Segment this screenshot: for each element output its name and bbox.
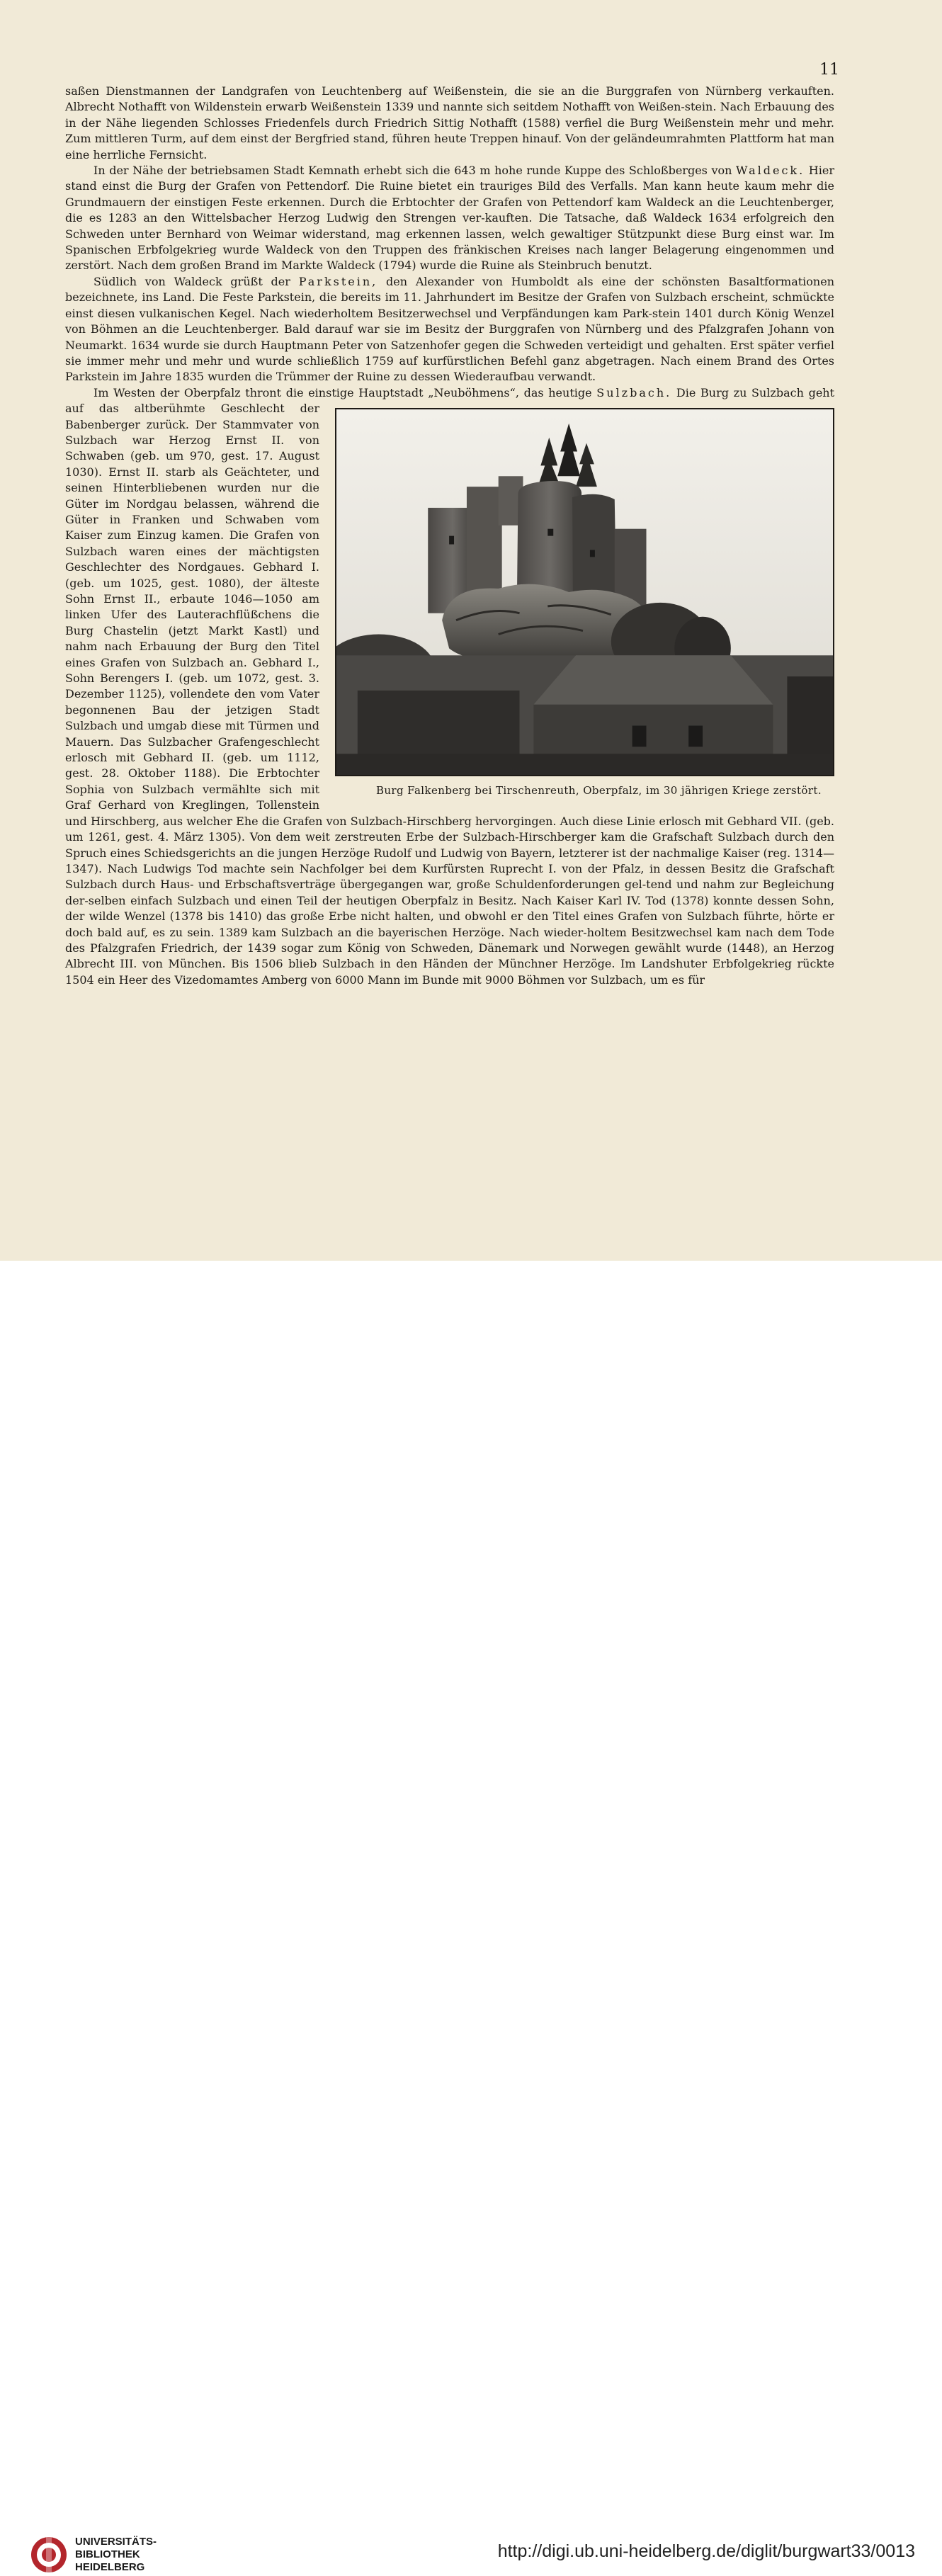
paragraph-waldeck bbox=[65, 163, 834, 274]
paragraph-sulzbach-text: Die Burg zu Sulzbach geht auf das altberühmte Geschlecht der Babenberger zurück. Der Stammvater von Sulzbach war Herzog Ernst II. von Schwaben (geb. um 970, gest. 17. August 1030). Ernst II. starb als Geächteter, und seinen Hinterbliebenen wurden nur die Güter im Nordgau belassen, während die Güter in Franken und Schwaben vom Kaiser zum Einzug kamen. Die Grafen von Sulzbach waren eines der mächtigsten Geschlechter des Nordgaues. Gebhard I. (geb. um 1025, gest. 1080), der älteste Sohn Ernst II., erbaute 1046—1050 am linken Ufer des Lauterachflüßchens die Burg Chastelin (jetzt Markt Kastl) und nahm nach Erbauung der Burg den Titel eines Grafen von Sulzbach an. Gebhard I., Sohn Berengers I. (geb. um 1072, gest. 3. Dezember 1125), vollendete den vom Vater begonnenen Bau der jetzigen Stadt Sulzbach und umgab diese mit Türmen und Mauern. Das Sulzbacher Grafengeschlecht erlosch mit Gebhard II. (geb. um 1112, gest. 28. Oktober 1188). Die Erbtochter Sophia von Sulzbach vermählte sich mit Graf Gerhard von Kreglingen, Tollenstein und Hirschberg, aus welcher Ehe die Grafen von Sulzbach-Hirschberg hervorgingen. Auch diese Linie erlosch mit Gebhard VII. (geb. um 1261, gest. 4. März 1305). Von dem weit zerstreuten Erbe der Sulzbach-Hirschberger kam die Grafschaft Sulzbach durch den Spruch eines Schiedsgerichts an die jungen Herzöge Rudolf und Ludwig von Bayern, letzterer ist der nachmalige Kaiser (reg. 1314—1347). Nach Ludwigs Tod machte sein Nachfolger bei dem Kurfürsten Ruprecht I. von der Pfalz, in dessen Besitz die Grafschaft Sulzbach durch Haus- und Erbschaftsverträge übergegangen war, große Schuldenforderungen gel-tend und nahm zur Begleichung der-selben einfach Sulzbach und einen Teil der heutigen Oberpfalz in Besitz. Nach Kaiser Karl IV. Tod (1378) konnte dessen Sohn, der wilde Wenzel (1378 bis 1410) das große Erbe nicht halten, und obwohl er den Titel eines Grafen von Sulzbach führte, hörte er doch bald auf, es zu sein. 1389 kam Sulzbach an die bayerischen Herzöge. Nach wieder-holtem Besitzwechsel kam nach dem Tode des Pfalzgrafen Friedrich, der 1439 sogar zum König von Schweden, Dänemark und Norwegen gewählt wurde (1448), an Herzog Albrecht III. von München. Bis 1506 blieb Sulzbach in den Händen der Münchner Herzöge. Im Landshuter Erbfolgekrieg rückte 1504 ein Heer des Vizedomamtes Amberg von 6000 Mann im Bunde mit 9000 Böhmen vor Sulzbach, um es für bbox=[65, 385, 835, 987]
source-url-link[interactable]: http://digi.ub.uni-heidelberg.de/diglit/burgwart33/0013 bbox=[497, 2541, 915, 2561]
library-name-line3: HEIDELBERG bbox=[75, 2561, 145, 2573]
castle-falkenberg-image bbox=[336, 409, 833, 775]
paragraph-parkstein-text: den Alexander von Humboldt als eine der schönsten Basaltformationen bezeichnete, ins Land. Die Feste Parkstein, die bereits im 11. Jahrhundert im Besitze der Grafen von Sulzbach erscheint, schmückte einst diesen vulkanischen Kegel. Nach wiederholtem Besitzerwechsel und Verpfändungen kam Park-stein 1401 durch König Wenzel von Böhmen an die Leuchtenberger. Bald darauf war sie im Besitz der Burggrafen von Nürnberg und des Pfalzgrafen Johann von Neumarkt. 1634 wurde sie durch Hauptmann Peter von Satzenhofer gegen die Schweden verteidigt und gehalten. Erst später verfiel sie immer mehr und mehr und wurde schließlich 1759 auf kurfürstlichen Befehl ganz abgetragen. Nach einem Brand des Ortes Parkstein im Jahre 1835 wurden die Trümmer der Ruine zu dessen Wiederaufbau verwandt. bbox=[65, 274, 835, 384]
footer-bar bbox=[0, 1261, 942, 2573]
paragraph-waldeck-intro: In der Nähe der betriebsamen Stadt Kemnath erhebt sich die 643 m hohe runde Kuppe des Schloßberges von bbox=[93, 164, 732, 178]
figure-caption: Burg Falkenberg bei Tirschenreuth, Oberpfalz, im 30 jährigen Kriege zerstört. bbox=[375, 784, 822, 798]
library-name-line1: UNIVERSITÄTS- bbox=[75, 2536, 157, 2548]
library-logo-text bbox=[75, 2536, 157, 2574]
paragraph-parkstein-intro: Südlich von Waldeck grüßt der bbox=[93, 274, 290, 288]
castle-photo bbox=[335, 408, 834, 776]
article-body bbox=[65, 84, 834, 988]
paragraph-sulzbach-intro: Im Westen der Oberpfalz thront die einstige Hauptstadt „Neuböhmens“, das heutige bbox=[93, 385, 592, 399]
paragraph-sulzbach bbox=[65, 385, 834, 988]
paragraph-waldeck-text: Hier stand einst die Burg der Grafen von Pettendorf. Die Ruine bietet ein trauriges Bild des Verfalls. Man kann heute kaum mehr die Grundmauern der einstigen Feste erkennen. Durch die Erbtochter der Grafen von Pettendorf kam Waldeck an die Leuchtenberger, die es 1283 an den Wittelsbacher Herzog Ludwig den Strengen ver-kauften. Die Tatsache, daß Waldeck 1634 erfolgreich den Schweden unter Bernhard von Weimar widerstand, mag erkennen lassen, welch gewaltiger Stützpunkt diese Burg einst war. Im Spanischen Erbfolgekrieg wurde Waldeck von den Truppen des fränkischen Kreises nach langer Belagerung eingenommen und zerstört. Nach dem großen Brand im Markte Waldeck (1794) wurde die Ruine als Steinbruch benutzt. bbox=[65, 164, 834, 273]
place-name-waldeck: Waldeck. bbox=[736, 164, 805, 178]
paragraph-parkstein bbox=[65, 274, 834, 385]
castle-figure bbox=[335, 408, 834, 798]
place-name-parkstein: Parkstein, bbox=[298, 274, 378, 288]
university-seal-icon bbox=[30, 2534, 68, 2576]
library-name-line2: BIBLIOTHEK bbox=[75, 2548, 140, 2560]
place-name-sulzbach: Sulzbach. bbox=[596, 385, 672, 399]
paragraph-weissenstein: saßen Dienstmannen der Landgrafen von Leuchtenberg auf Weißenstein, die sie an die Burggrafen von Nürnberg verkauften. Albrecht Nothafft von Wildenstein erwarb Weißenstein 1339 und nannte sich seitdem Nothafft von Weißen-stein. Nach Erbauung des in der Nähe liegenden Schlosses Friedenfels durch Friedrich Sittig Nothafft (1588) verfiel die Burg Weißenstein mehr und mehr. Zum mittleren Turm, auf dem einst der Bergfried stand, führen heute Treppen hinauf. Von der geländeumrahmten Plattform hat man eine herrliche Fernsicht. bbox=[65, 84, 834, 161]
scanned-page bbox=[0, 0, 942, 1261]
page-number: 11 bbox=[819, 61, 839, 79]
